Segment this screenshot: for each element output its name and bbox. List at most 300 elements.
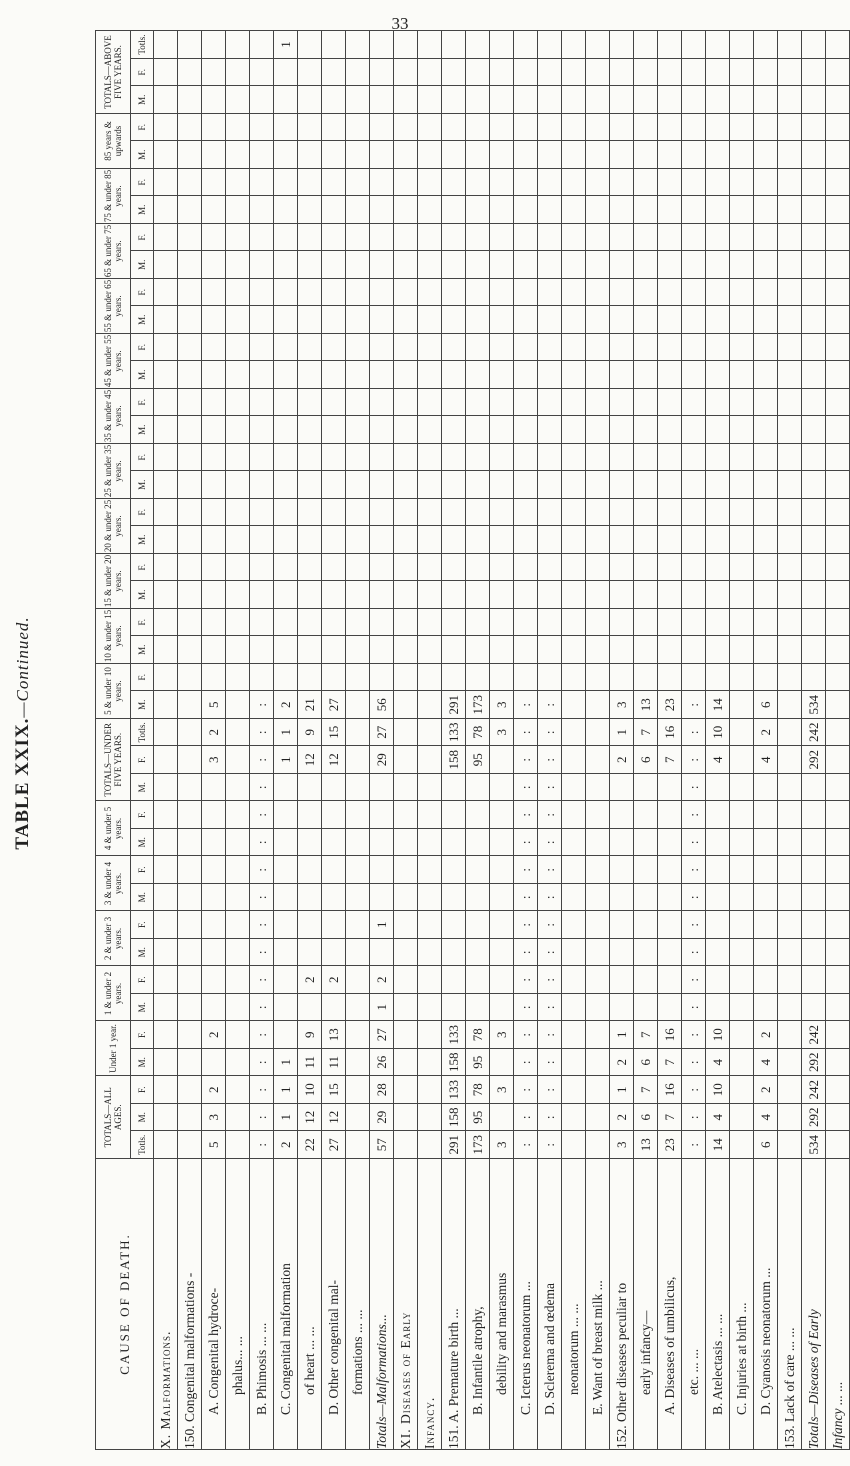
table-cell: 3 [202,746,226,774]
table-cell [730,719,754,747]
table-cell: 95 [466,1049,490,1077]
table-cell: : [682,1131,706,1159]
table-cell [610,471,634,499]
table-cell [754,829,778,857]
table-cell: : [538,1104,562,1132]
table-cell [298,609,322,637]
table-cell [634,196,658,224]
table-cell [202,169,226,197]
sex-subheader: M. [131,939,154,967]
table-cell [634,141,658,169]
table-cell [682,471,706,499]
table-cell [730,939,754,967]
table-cell: 291 [442,691,466,719]
table-cell [178,554,202,582]
table-cell [418,86,442,114]
table-cell [346,444,370,472]
table-cell [394,416,418,444]
age-group-header: 2 & under 3 years. [96,911,131,966]
table-cell [682,664,706,692]
table-cell [634,664,658,692]
table-cell [634,444,658,472]
table-cell [754,939,778,967]
table-cell [562,746,586,774]
table-cell [538,499,562,527]
table-cell [370,471,394,499]
table-cell [370,526,394,554]
table-cell [466,801,490,829]
table-cell [442,279,466,307]
table-cell [826,444,850,472]
table-cell [586,361,610,389]
table-cell [250,86,274,114]
table-cell [490,306,514,334]
table-cell [754,911,778,939]
table-cell [274,499,298,527]
table-cell [610,251,634,279]
table-cell [226,554,250,582]
table-cell [442,911,466,939]
table-cell [610,526,634,554]
table-cell [202,141,226,169]
table-cell: 10 [706,1021,730,1049]
table-cell [442,251,466,279]
table-cell [586,1021,610,1049]
table-cell: 1 [610,1021,634,1049]
table-cell [202,966,226,994]
table-cell [226,691,250,719]
table-cell [754,251,778,279]
table-cell [634,499,658,527]
table-cell [706,59,730,87]
table-cell [154,1131,178,1159]
table-cell [202,939,226,967]
table-cell [274,1021,298,1049]
table-cell [826,86,850,114]
sex-subheader: M. [131,141,154,169]
table-row [370,31,394,1450]
table-cell [154,444,178,472]
table-cell [370,416,394,444]
table-cell [634,939,658,967]
table-cell [730,169,754,197]
table-cell [202,499,226,527]
table-cell [154,499,178,527]
table-cell [370,664,394,692]
table-cell: 242 [802,719,826,747]
table-cell [490,554,514,582]
table-cell [274,966,298,994]
table-cell [394,1076,418,1104]
table-cell [418,884,442,912]
table-cell [706,196,730,224]
table-cell [298,554,322,582]
table-cell [250,306,274,334]
table-cell: : [538,884,562,912]
table-cell [634,86,658,114]
table-cell [154,664,178,692]
table-cell: 12 [322,1104,346,1132]
table-cell [634,609,658,637]
table-cell [562,471,586,499]
table-cell: 173 [466,1131,490,1159]
table-cell [466,994,490,1022]
table-cell [250,196,274,224]
table-cell [586,719,610,747]
table-cell [586,994,610,1022]
table-cell [586,829,610,857]
table-cell [178,389,202,417]
table-cell [226,196,250,224]
table-cell [298,334,322,362]
table-cell [202,526,226,554]
table-cell [586,664,610,692]
table-cell [442,664,466,692]
table-cell: 133 [442,719,466,747]
table-cell: 9 [298,1021,322,1049]
table-cell: 29 [370,1104,394,1132]
table-cell [370,581,394,609]
table-cell [658,306,682,334]
sex-subheader: M. [131,994,154,1022]
table-cell [226,31,250,59]
table-cell [706,86,730,114]
table-cell [178,59,202,87]
table-cell [730,994,754,1022]
table-cell: 23 [658,691,682,719]
table-cell [370,801,394,829]
table-cell [826,939,850,967]
table-cell [274,856,298,884]
table-cell [586,966,610,994]
table-cell [394,719,418,747]
age-group-header: TOTALS—ALL AGES. [96,1076,131,1159]
table-cell [490,224,514,252]
table-cell [346,499,370,527]
table-cell [514,471,538,499]
table-cell [226,169,250,197]
age-group-header: 35 & under 45 years. [96,389,131,444]
table-cell [490,499,514,527]
table-cell [466,361,490,389]
table-cell [418,1049,442,1077]
table-cell [394,609,418,637]
table-cell [298,114,322,142]
table-cell: 292 [802,746,826,774]
table-cell [298,279,322,307]
table-cell [418,554,442,582]
table-cell: 12 [322,746,346,774]
table-cell [778,801,802,829]
table-cell [586,31,610,59]
table-cell [826,746,850,774]
table-cell [154,416,178,444]
table-row [178,31,202,1450]
table-cell [154,86,178,114]
table-cell [202,774,226,802]
table-cell [490,939,514,967]
table-cell [442,306,466,334]
sex-subheader: M. [131,251,154,279]
table-cell [394,141,418,169]
table-cell [202,856,226,884]
table-cell [346,169,370,197]
table-cell [202,609,226,637]
table-cell [826,1021,850,1049]
table-cell [202,829,226,857]
table-cell [802,994,826,1022]
table-cell [394,59,418,87]
table-cell: 534 [802,691,826,719]
table-cell [178,31,202,59]
table-cell [346,196,370,224]
table-cell [826,471,850,499]
table-cell [154,746,178,774]
table-cell [346,86,370,114]
table-cell [226,86,250,114]
table-cell [610,609,634,637]
table-cell [490,829,514,857]
table-cell [202,884,226,912]
table-cell: 27 [322,691,346,719]
table-cell: 3 [202,1104,226,1132]
table-cell [322,334,346,362]
table-cell: : [538,939,562,967]
table-cell [418,279,442,307]
table-cell: : [682,801,706,829]
table-cell: : [682,1021,706,1049]
table-cell [562,1076,586,1104]
table-cell [418,361,442,389]
table-cell [394,196,418,224]
sex-subheader: F. [131,1076,154,1104]
table-cell [490,994,514,1022]
table-cell [250,581,274,609]
table-cell [586,1076,610,1104]
table-cell [682,306,706,334]
table-cell [274,279,298,307]
sex-subheader: F. [131,499,154,527]
table-cell [778,636,802,664]
table-cell [610,86,634,114]
table-cell [754,416,778,444]
table-cell [346,361,370,389]
table-cell [778,911,802,939]
table-cell [202,114,226,142]
table-cell [562,1021,586,1049]
table-cell [826,1049,850,1077]
table-cell [826,31,850,59]
table-cell [178,169,202,197]
table-cell [778,856,802,884]
table-cell [730,554,754,582]
table-cell [682,224,706,252]
table-cell [226,251,250,279]
table-cell: : [514,829,538,857]
table-cell [226,801,250,829]
table-cell [178,911,202,939]
table-cell [730,691,754,719]
table-cell [394,279,418,307]
table-cell [586,911,610,939]
table-cell [346,31,370,59]
table-cell: 15 [322,719,346,747]
table-cell [202,636,226,664]
age-group-header: 15 & under 20 years. [96,554,131,609]
table-cell: 242 [802,1021,826,1049]
table-cell [418,499,442,527]
table-cell [658,801,682,829]
table-cell [658,994,682,1022]
table-cell [634,994,658,1022]
table-cell [202,334,226,362]
table-cell: 1 [370,911,394,939]
table-cell: 7 [634,1021,658,1049]
table-cell [682,279,706,307]
table-cell [370,196,394,224]
table-cell [514,86,538,114]
table-cell [154,719,178,747]
table-cell: : [538,719,562,747]
table-cell [706,581,730,609]
table-cell [178,141,202,169]
table-cell [322,444,346,472]
table-row [394,31,418,1450]
table-cell [394,251,418,279]
table-cell [418,719,442,747]
table-cell: 27 [370,1021,394,1049]
table-cell [322,499,346,527]
table-cell [754,306,778,334]
table-cell: : [538,829,562,857]
age-group-header: 5 & under 10 years. [96,664,131,719]
table-cell [370,444,394,472]
table-cell: 2 [754,1076,778,1104]
table-cell [730,279,754,307]
table-cell: 2 [754,1021,778,1049]
table-cell [250,664,274,692]
table-cell [226,361,250,389]
table-cell: 13 [634,1131,658,1159]
table-cell [562,334,586,362]
table-cell [562,526,586,554]
table-cell [634,224,658,252]
table-cell [418,1076,442,1104]
table-cell [658,636,682,664]
sex-subheader: F. [131,169,154,197]
table-cell [658,774,682,802]
table-cell [610,801,634,829]
cause-label: Infancy. [418,1159,442,1450]
table-cell [826,526,850,554]
sex-subheader: M. [131,416,154,444]
table-title-continued: —Continued. [13,616,32,718]
table-cell [826,609,850,637]
table-cell [226,444,250,472]
table-cell [826,279,850,307]
table-cell [442,361,466,389]
table-cell [658,334,682,362]
table-cell [490,416,514,444]
table-cell [682,636,706,664]
table-cell [562,691,586,719]
table-cell [658,251,682,279]
table-cell [418,1104,442,1132]
table-cell: : [682,1076,706,1104]
table-cell [586,581,610,609]
table-cell [682,141,706,169]
table-cell [514,334,538,362]
sex-subheader: F. [131,1021,154,1049]
table-cell [754,664,778,692]
table-cell [706,664,730,692]
table-cell [178,746,202,774]
table-cell [154,59,178,87]
table-cell [250,251,274,279]
table-cell [178,471,202,499]
table-cell [298,499,322,527]
table-cell [178,691,202,719]
sex-subheader: F. [131,59,154,87]
table-cell [250,526,274,554]
table-cell [322,361,346,389]
table-cell [514,416,538,444]
table-cell [274,526,298,554]
sex-subheader: F. [131,746,154,774]
table-cell [274,251,298,279]
table-cell [322,554,346,582]
table-cell [778,526,802,554]
table-cell [394,691,418,719]
table-cell [274,361,298,389]
cause-label: B. Infantile atrophy, [466,1159,490,1450]
table-cell [826,801,850,829]
table-cell: : [514,939,538,967]
table-cell: 7 [658,1049,682,1077]
table-cell [370,279,394,307]
table-cell [730,801,754,829]
table-cell [730,31,754,59]
table-cell [586,801,610,829]
table-cell [250,224,274,252]
sex-subheader: Totls. [131,1131,154,1159]
table-cell [586,499,610,527]
table-cell [154,114,178,142]
table-cell [562,966,586,994]
table-cell [178,416,202,444]
table-cell [226,636,250,664]
table-cell [634,279,658,307]
table-cell [802,444,826,472]
table-cell [610,361,634,389]
table-cell [802,169,826,197]
table-cell [826,664,850,692]
table-cell [298,884,322,912]
table-cell: 29 [370,746,394,774]
cause-label: C. Congenital malformation [274,1159,298,1450]
table-cell [490,609,514,637]
table-cell [442,829,466,857]
table-cell [346,1131,370,1159]
table-cell [346,829,370,857]
table-cell [562,1131,586,1159]
table-cell [826,224,850,252]
table-cell [226,279,250,307]
table-cell [730,1076,754,1104]
table-cell: : [538,994,562,1022]
table-cell [298,774,322,802]
table-cell [418,609,442,637]
